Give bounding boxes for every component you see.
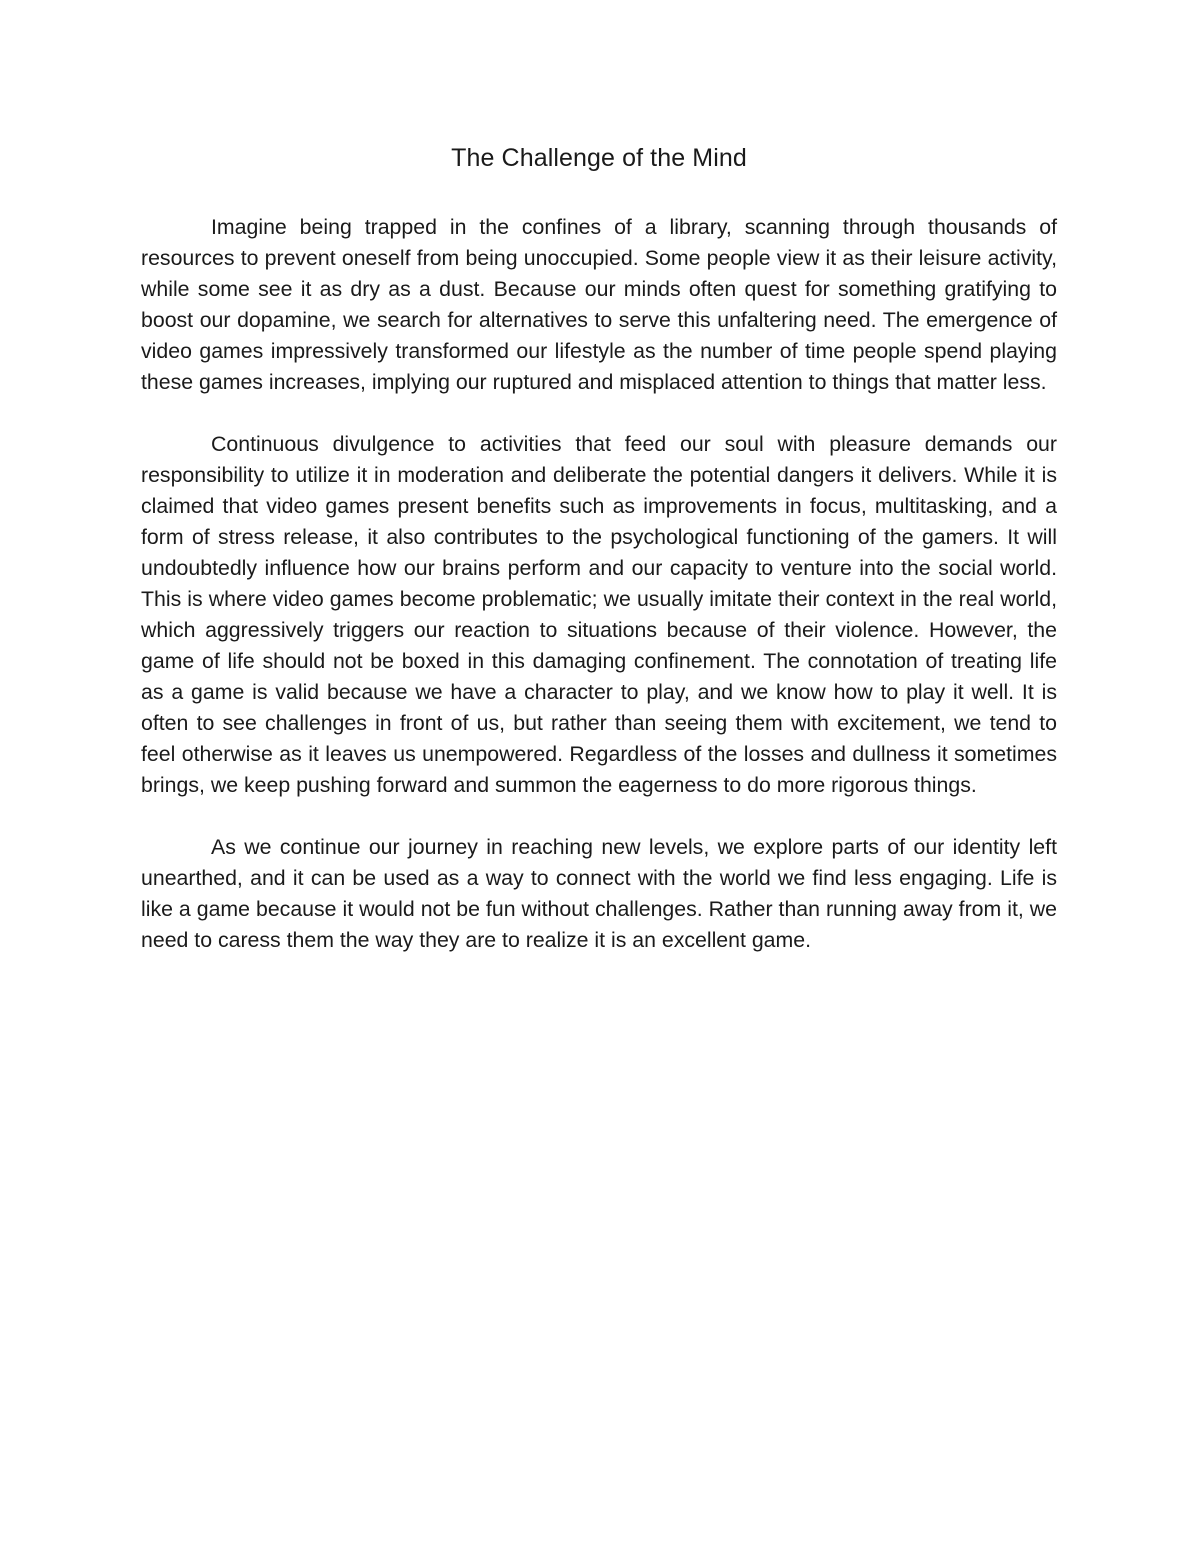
paragraph-1: Imagine being trapped in the confines of a library, scanning through thousands of resources to prevent oneself from being unoccupied. Some people view it as their leisure activity, while some see it as dry as a dust. Because our minds often quest for something gratifying to boost our dopamine, we search for alternatives to serve this unfaltering need. The emergence of video games impressively transformed our lifestyle as the number of time people spend playing these games increases, implying our ruptured and misplaced attention to things that matter less.: [141, 215, 1057, 394]
paragraph-2: Continuous divulgence to activities that feed our soul with pleasure demands our responsibility to utilize it in moderation and deliberate the potential dangers it delivers. While it is claimed that video games present benefits such as improvements in focus, multitasking, and a form of stress release, it also contributes to the psychological functioning of the gamers. It will undoubtedly influence how our brains perform and our capacity to venture into the social world. This is where video games become problematic; we usually imitate their context in the real world, which aggressively triggers our reaction to situations because of their violence. However, the game of life should not be boxed in this damaging confinement. The connotation of treating life as a game is valid because we have a character to play, and we know how to play it well. It is often to see challenges in front of us, but rather than seeing them with excitement, we tend to feel otherwise as it leaves us unempowered. Regardless of the losses and dullness it sometimes brings, we keep pushing forward and summon the eagerness to do more rigorous things.: [141, 432, 1057, 797]
paragraph-3: As we continue our journey in reaching new levels, we explore parts of our identity left unearthed, and it can be used as a way to connect with the world we find less engaging. Life is like a game because it would not be fun without challenges. Rather than running away from it, we need to caress them the way they are to realize it is an excellent game.: [141, 835, 1057, 952]
document-body: [141, 140, 1057, 987]
document-title: The Challenge of the Mind: [451, 144, 747, 172]
